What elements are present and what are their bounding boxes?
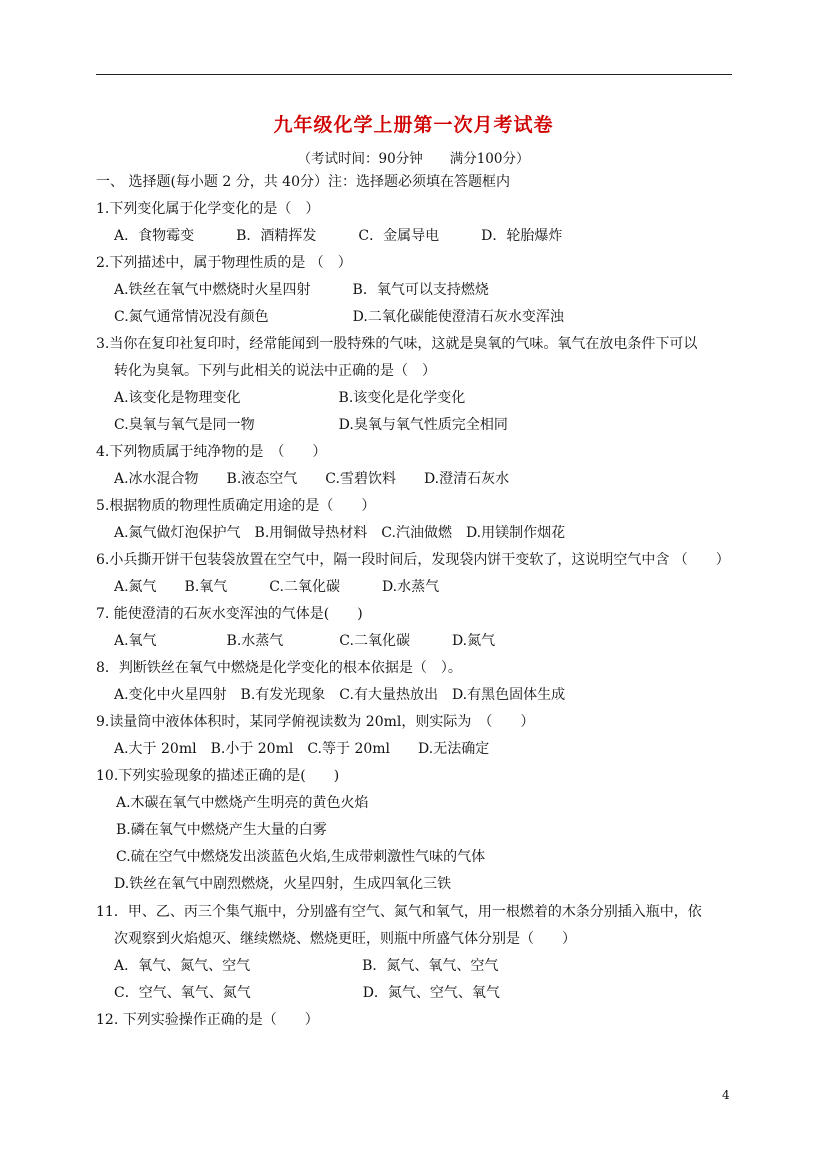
header-rule <box>96 74 732 75</box>
question-options: A.氧气 B.水蒸气 C.二氧化碳 D.氮气 <box>114 633 496 649</box>
question-options: C．空气、氧气、氮气 D．氮气、空气、氧气 <box>114 985 500 1001</box>
question-options: A．食物霉变 B．酒精挥发 C．金属导电 D．轮胎爆炸 <box>114 228 563 244</box>
question-options: A.冰水混合物 B.液态空气 C.雪碧饮料 D.澄清石灰水 <box>114 471 510 487</box>
question-options: A.大于 20ml B.小于 20ml C.等于 20ml D.无法确定 <box>114 741 490 757</box>
question-stem: 4.下列物质属于纯净物的是 （ ） <box>96 444 327 460</box>
question-stem: 8．判断铁丝在氧气中燃烧是化学变化的根本依据是（ ）。 <box>96 660 462 676</box>
question-options: D.铁丝在氧气中剧烈燃烧，火星四射，生成四氧化三铁 <box>114 876 452 892</box>
question-options: A．氧气、氮气、空气 B．氮气、氧气、空气 <box>114 958 499 974</box>
page-number: 4 <box>722 1088 730 1102</box>
question-options: A.氮气 B.氧气 C.二氧化碳 D.水蒸气 <box>114 579 440 595</box>
question-options: A.变化中火星四射 B.有发光现象 C.有大量热放出 D.有黑色固体生成 <box>114 687 566 703</box>
question-stem: 5.根据物质的物理性质确定用途的是（ ） <box>96 498 376 514</box>
question-options: A.铁丝在氧气中燃烧时火星四射 B．氧气可以支持燃烧 <box>114 282 489 298</box>
exam-title: 九年级化学上册第一次月考试卷 <box>273 114 554 136</box>
question-stem: 11．甲、乙、丙三个集气瓶中，分别盛有空气、氮气和氧气，用一根燃着的木条分别插入瓶中，依 <box>96 904 702 920</box>
question-stem: 3.当你在复印社复印时，经常能闻到一股特殊的气味，这就是臭氧的气味。氧气在放电条件下可以 <box>96 336 698 352</box>
question-options: C.臭氧与氧气是同一物 D.臭氧与氧气性质完全相同 <box>114 417 508 433</box>
section-heading: 一、 选择题(每小题 2 分，共 40分）注：选择题必须填在答题框内 <box>96 174 510 190</box>
question-stem: 6.小兵撕开饼干包装袋放置在空气中，隔一段时间后，发现袋内饼干变软了，这说明空气中含 （ ） <box>96 552 730 568</box>
question-stem: 转化为臭氧。下列与此相关的说法中正确的是（ ） <box>114 363 436 379</box>
question-stem: 1.下列变化属于化学变化的是（ ） <box>96 201 320 217</box>
question-options: A.氮气做灯泡保护气 B.用铜做导热材料 C.汽油做燃 D.用镁制作烟花 <box>114 525 566 541</box>
question-stem: 9.读量筒中液体体积时，某同学俯视读数为 20ml，则实际为 （ ） <box>96 714 535 730</box>
exam-subtitle: （考试时间：90分钟 满分100分） <box>297 151 530 167</box>
question-stem: 次观察到火焰熄灭、继续燃烧、燃烧更旺，则瓶中所盛气体分别是（ ） <box>114 931 576 947</box>
question-options: A.木碳在氧气中燃烧产生明亮的黄色火焰 <box>116 795 369 811</box>
question-options: A.该变化是物理变化 B.该变化是化学变化 <box>114 390 466 406</box>
question-options: C.硫在空气中燃烧发出淡蓝色火焰,生成带刺激性气味的气体 <box>116 849 486 865</box>
question-options: C.氮气通常情况没有颜色 D.二氧化碳能使澄清石灰水变浑浊 <box>114 309 564 325</box>
question-stem: 7. 能使澄清的石灰水变浑浊的气体是( ) <box>96 606 363 622</box>
question-stem: 10.下列实验现象的描述正确的是( ) <box>96 768 340 784</box>
question-stem: 2.下列描述中，属于物理性质的是 （ ） <box>96 255 352 271</box>
question-stem: 12. 下列实验操作正确的是（ ） <box>96 1012 319 1028</box>
question-options: B.磷在氧气中燃烧产生大量的白雾 <box>116 822 327 838</box>
